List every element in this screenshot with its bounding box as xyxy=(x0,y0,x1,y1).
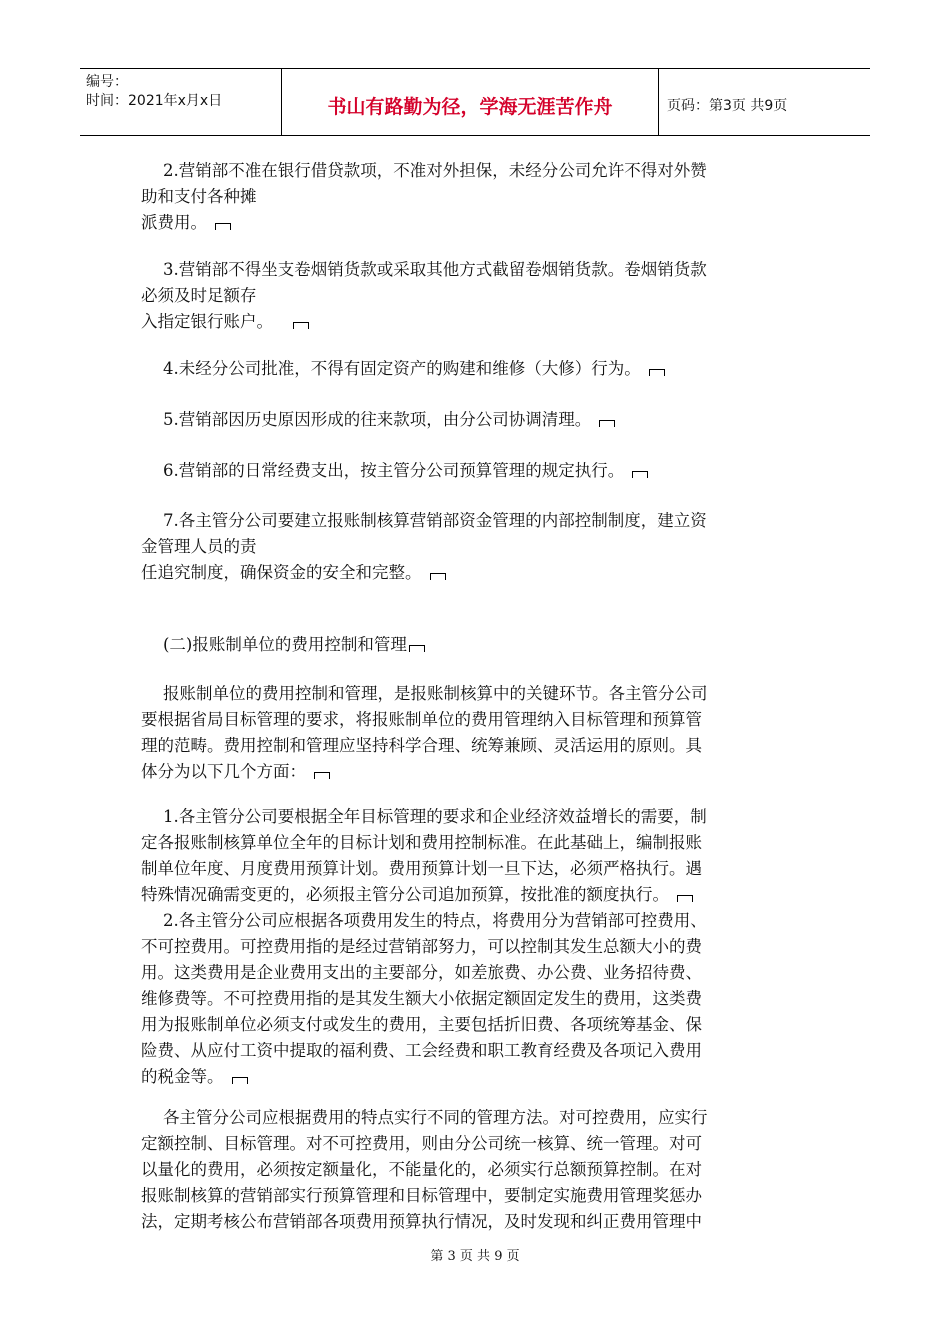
paragraph-mark-icon xyxy=(314,772,330,779)
paragraph-mark-icon xyxy=(632,471,648,478)
paragraph-mark-icon xyxy=(232,1077,248,1084)
number-label: 编号： xyxy=(86,74,128,90)
paragraph-6: 6.营销部的日常经费支出，按主管分公司预算管理的规定执行。 xyxy=(141,458,811,484)
management-paragraph: 各主管分公司应根据费用的特点实行不同的管理方法。对可控费用，应实行 定额控制、目标管理。对不可控费用，则由分公司统一核算、统一管理。对可 以量化的费用，必须按定额量化，不能量化的，必须实行总额预算控制。在对 报账制核算的营销部实行预算管理和目标管理中，要制定实施费用管理奖惩办 法，定期考核公布营销部各项费用预算执行情况，及时发现和纠正费用管理中 xyxy=(141,1108,708,1231)
page-header xyxy=(80,68,870,136)
date-label: 时间：2021年x月x日 xyxy=(86,93,223,109)
paragraph-5: 5.营销部因历史原因形成的往来款项，由分公司协调清理。 xyxy=(141,407,811,433)
header-page-label: 页码：第3页 共9页 xyxy=(667,98,788,114)
item-1-paragraph: 1.各主管分公司要根据全年目标管理的要求和企业经济效益增长的需要，制 定各报账制核算单位全年的目标计划和费用控制标准。在此基础上，编制报账 制单位年度、月度费用预算计划。费用预算计划一旦下达，必须严格执行。遇 特殊情况确需变更的，必须报主管分公司追加预算，按批准的额度执行。 xyxy=(141,807,707,904)
header-info xyxy=(80,69,282,135)
paragraph-mark-icon xyxy=(649,369,665,376)
paragraph-mark-icon xyxy=(599,420,615,427)
paragraph-mark-icon xyxy=(677,895,693,902)
paragraph-mark-icon xyxy=(409,645,425,652)
paragraph-3: 3.营销部不得坐支卷烟销货款或采取其他方式截留卷烟销货款。卷烟销货款 必须及时足额存 入指定银行账户。 xyxy=(141,260,707,331)
paragraph-7: 7.各主管分公司要建立报账制核算营销部资金管理的内部控制制度，建立资 金管理人员的责 任追究制度，确保资金的安全和完整。 xyxy=(141,511,707,582)
paragraph-mark-icon xyxy=(215,223,231,230)
paragraph-mark-icon xyxy=(430,573,446,580)
paragraph-4: 4.未经分公司批准，不得有固定资产的购建和维修（大修）行为。 xyxy=(141,356,811,382)
intro-paragraph: 报账制单位的费用控制和管理，是报账制核算中的关键环节。各主管分公司 要根据省局目标管理的要求，将报账制单位的费用管理纳入目标管理和预算管 理的范畴。费用控制和管理应坚持科学合理、统筹兼顾、灵活运用的原则。具 体分为以下几个方面： xyxy=(141,684,708,781)
item-2-paragraph: 2.各主管分公司应根据各项费用发生的特点，将费用分为营销部可控费用、 不可控费用。可控费用指的是经过营销部努力，可以控制其发生总额大小的费 用。这类费用是企业费用支出的主要部分，如差旅费、办公费、业务招待费、 维修费等。不可控费用指的是其发生额大小依据定额固定发生的费用，这类费 用为报账制单位必须支付或发生的费用，主要包括折旧费、各项统筹基金、保 险费、从应付工资中提取的福利费、工会经费和职工教育经费及各项记入费用 的税金等。 xyxy=(141,911,707,1086)
page-footer: 第 3 页 共 9 页 xyxy=(430,1249,520,1264)
paragraph-2: 2.营销部不准在银行借贷款项，不准对外担保，未经分公司允许不得对外赞 助和支付各种摊 派费用。 xyxy=(141,161,707,232)
paragraph-mark-icon xyxy=(293,322,309,329)
section-heading: (二)报账制单位的费用控制和管理 xyxy=(141,632,811,658)
header-motto: 书山有路勤为径，学海无涯苦作舟 xyxy=(282,69,659,135)
